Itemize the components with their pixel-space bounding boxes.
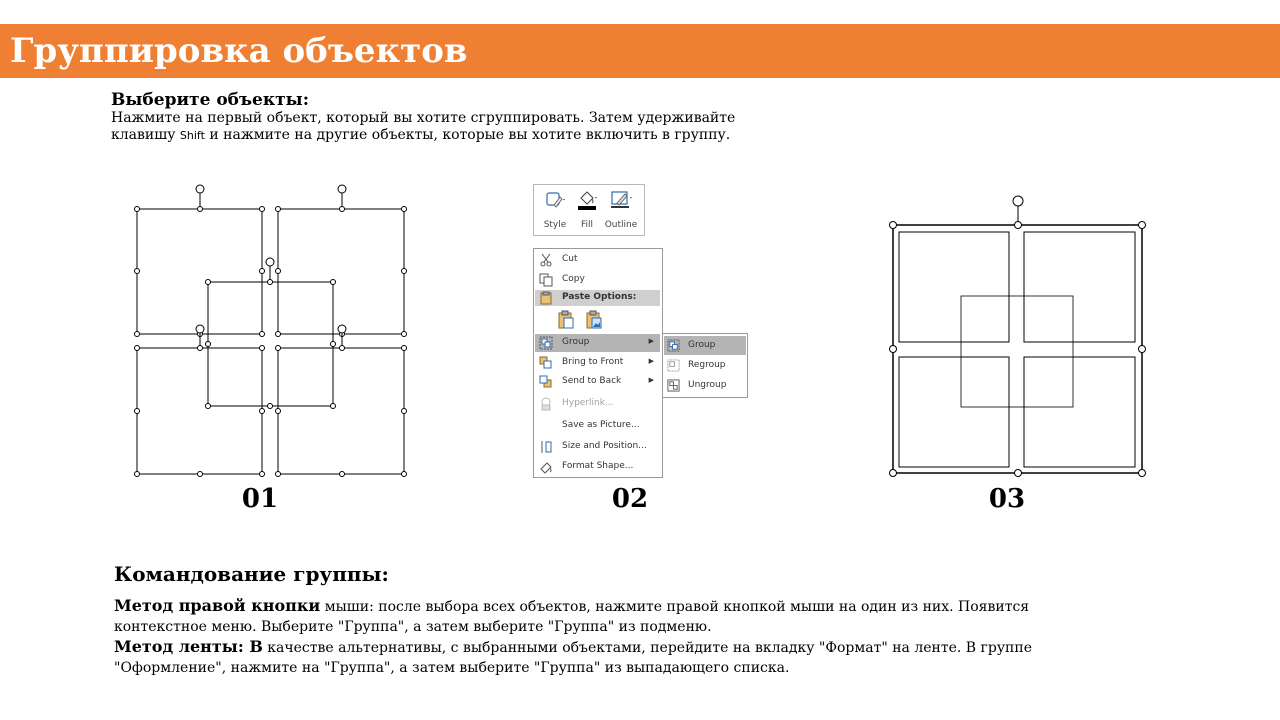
menu-item-bring-front-label: Bring to Front — [562, 357, 624, 367]
ribbon-style-button[interactable] — [538, 189, 572, 231]
grouped-square-bottom-right — [1024, 357, 1135, 467]
title-bar — [0, 24, 1280, 78]
ungroup-icon — [667, 379, 680, 392]
menu-item-cut[interactable] — [535, 251, 660, 269]
paste-keep-formatting-icon[interactable] — [557, 310, 575, 330]
intro-heading: Выберите объекты: — [111, 90, 309, 110]
format-shape-icon — [539, 460, 553, 474]
right-click-method-text: мыши: после выбора всех объектов, нажмите правой кнопкой мыши на один из них. Появится контекстное меню. Выберите "Группа", а затем выберите "Группа" из подменю. — [114, 599, 1030, 635]
grouped-square-top-left — [899, 232, 1009, 342]
menu-item-send-to-back[interactable] — [535, 373, 660, 391]
menu-item-size-and-position[interactable] — [535, 438, 660, 456]
ribbon-outline-button[interactable] — [604, 189, 638, 231]
menu-item-group-label: Group — [562, 337, 590, 347]
menu-item-format-shape[interactable] — [535, 458, 660, 476]
submenu-item-regroup[interactable] — [664, 356, 746, 375]
bring-front-icon — [539, 356, 553, 370]
menu-item-size-label: Size and Position... — [562, 441, 647, 451]
submenu-group-label: Group — [688, 340, 716, 350]
regroup-icon — [667, 359, 680, 372]
submenu-arrow-icon: ▶ — [648, 337, 654, 345]
menu-item-format-shape-label: Format Shape... — [562, 461, 634, 471]
menu-header-paste-label: Paste Options: — [562, 292, 637, 302]
grouped-square-top-right — [1024, 232, 1135, 342]
menu-item-hyperlink-label: Hyperlink... — [562, 398, 614, 408]
ribbon-style-label: Style — [543, 220, 567, 230]
rotate-handle-icon[interactable] — [1013, 196, 1023, 206]
ribbon-method-title: Метод ленты: В — [114, 637, 263, 656]
figure-label-01: 01 — [241, 484, 279, 514]
submenu-item-ungroup[interactable] — [664, 376, 746, 395]
figure-01-selected-shapes — [128, 180, 418, 482]
grouped-square-center — [961, 296, 1073, 407]
context-menu — [533, 248, 663, 478]
group-resize-handles[interactable] — [890, 222, 1146, 477]
menu-item-hyperlink — [535, 395, 660, 413]
menu-item-copy-label: Copy — [562, 274, 585, 284]
submenu-arrow-icon: ▶ — [648, 357, 654, 365]
right-click-method-title: Метод правой кнопки — [114, 596, 321, 615]
menu-item-send-back-label: Send to Back — [562, 376, 622, 386]
right-click-method — [114, 596, 1104, 637]
figure-03-grouped-shapes — [884, 186, 1152, 482]
send-back-icon — [539, 375, 553, 389]
selected-square-top-left — [135, 185, 265, 337]
paste-options-row — [535, 308, 660, 332]
size-icon — [539, 440, 553, 454]
group-submenu — [662, 333, 748, 398]
submenu-regroup-label: Regroup — [688, 360, 726, 370]
scissors-icon — [539, 253, 553, 267]
intro-section — [111, 90, 751, 144]
submenu-item-group[interactable] — [664, 336, 746, 355]
ribbon-fill-button[interactable] — [570, 189, 604, 231]
intro-body — [111, 110, 751, 144]
intro-text-after: и нажмите на другие объекты, которые вы хотите включить в группу. — [204, 127, 731, 143]
submenu-ungroup-label: Ungroup — [688, 380, 727, 390]
grouped-square-bottom-left — [899, 357, 1009, 467]
copy-icon — [539, 273, 553, 287]
selected-square-bottom-left — [135, 325, 265, 477]
shift-key-label: Shift — [179, 129, 205, 142]
menu-item-group[interactable] — [535, 334, 660, 352]
selected-square-top-right — [276, 185, 407, 337]
menu-item-copy[interactable] — [535, 271, 660, 289]
menu-item-bring-to-front[interactable] — [535, 354, 660, 372]
selected-square-center — [206, 258, 336, 409]
menu-item-cut-label: Cut — [562, 254, 578, 264]
group-icon — [539, 336, 553, 350]
ribbon-shape-styles — [533, 184, 645, 236]
shape-style-icon — [544, 191, 566, 209]
menu-header-paste-options — [535, 290, 660, 306]
ribbon-fill-label: Fill — [580, 220, 594, 230]
paste-picture-icon[interactable] — [585, 310, 603, 330]
group-bounding-box — [893, 225, 1142, 473]
ribbon-method — [114, 637, 1104, 678]
pen-outline-icon — [609, 190, 633, 210]
ribbon-method-text: качестве альтернативы, с выбранными объектами, перейдите на вкладку "Формат" на ленте. В группе "Оформление", нажмите на "Группа", а затем выберите "Группа" из выпадающего списка. — [114, 640, 1033, 676]
intro-text-before: Нажмите на первый объект, который вы хотите сгруппировать. Затем удерживайте клавишу — [111, 110, 736, 143]
menu-item-save-picture-label: Save as Picture... — [562, 420, 640, 430]
selected-square-bottom-right — [276, 325, 407, 477]
commands-heading: Командование группы: — [114, 562, 389, 586]
link-icon — [539, 397, 553, 411]
clipboard-icon — [539, 291, 553, 305]
figure-label-02: 02 — [611, 484, 649, 514]
group-icon — [667, 339, 680, 352]
commands-section — [114, 560, 1104, 678]
ribbon-outline-label: Outline — [604, 220, 638, 230]
menu-item-save-as-picture[interactable] — [535, 417, 660, 435]
page-title: Группировка объектов — [10, 31, 468, 71]
paint-bucket-icon — [576, 190, 598, 210]
figure-label-03: 03 — [988, 484, 1026, 514]
submenu-arrow-icon: ▶ — [648, 376, 654, 384]
